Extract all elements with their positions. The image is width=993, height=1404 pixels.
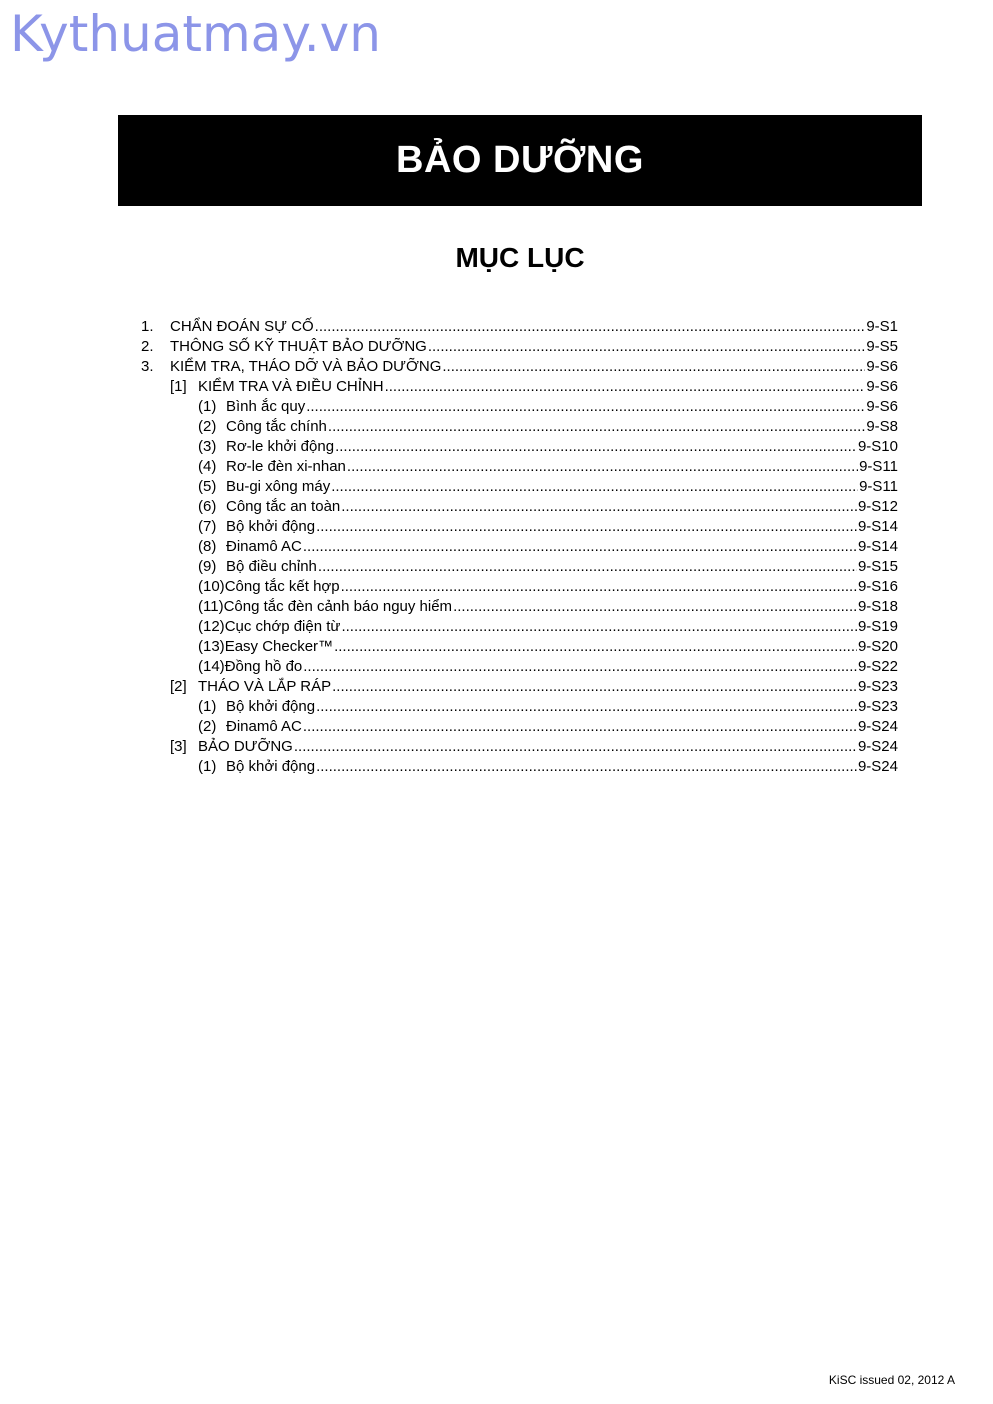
toc-entry-page: 9-S5 (866, 338, 898, 355)
toc-entry[interactable] (141, 417, 898, 437)
toc-entry-title: Công tắc chính (226, 418, 327, 435)
toc-entry[interactable] (141, 397, 898, 417)
toc-dot-leader (334, 637, 857, 657)
toc-entry-number: (1) (198, 698, 217, 715)
toc-entry-title: Đinamô AC (226, 718, 302, 735)
toc-entry-number: (11) (198, 598, 224, 615)
toc-entry[interactable] (141, 617, 898, 637)
toc-entry-title: Cục chớp điện từ (224, 618, 341, 635)
toc-entry-title: THÁO VÀ LẮP RÁP (198, 678, 332, 695)
toc-dot-leader (318, 557, 857, 577)
toc-entry-page: 9-S18 (857, 598, 898, 615)
footer-issue-note: KiSC issued 02, 2012 A (828, 1373, 955, 1387)
toc-dot-leader (294, 737, 857, 757)
toc-entry-number: (2) (198, 718, 217, 735)
toc-entry-number: (1) (198, 758, 217, 775)
toc-entry-page: 9-S6 (866, 378, 898, 395)
toc-entry-page: 9-S19 (857, 618, 898, 635)
toc-dot-leader (306, 397, 865, 417)
toc-entry-number: (12) (198, 618, 225, 635)
toc-entry-title: Công tắc đèn cảnh báo nguy hiểm (223, 598, 453, 615)
toc-entry-page: 9-S24 (857, 718, 898, 735)
toc-dot-leader (316, 697, 857, 717)
toc-entry-title: Đinamô AC (226, 538, 302, 555)
toc-entry-page: 9-S8 (866, 418, 898, 435)
toc-entry-title: Đồng hồ đo (224, 658, 303, 675)
toc-dot-leader (385, 377, 866, 397)
toc-dot-leader (347, 457, 858, 477)
toc-entry[interactable] (141, 657, 898, 677)
toc-entry-number: (7) (198, 518, 217, 535)
toc-entry-title: Bu-gi xông máy (226, 478, 331, 495)
toc-entry[interactable] (141, 677, 898, 697)
toc-entry-number: (6) (198, 498, 217, 515)
toc-entry-page: 9-S16 (857, 578, 898, 595)
toc-entry-page: 9-S24 (857, 738, 898, 755)
watermark-logo-text: Kythuatmay.vn (10, 5, 381, 63)
toc-dot-leader (341, 577, 857, 597)
toc-dot-leader (341, 617, 857, 637)
toc-entry-number: (5) (198, 478, 217, 495)
toc-entry-page: 9-S23 (857, 678, 898, 695)
toc-entry[interactable] (141, 437, 898, 457)
toc-entry-number: (9) (198, 558, 217, 575)
toc-entry-page: 9-S1 (866, 318, 898, 335)
toc-entry-title: Công tắc an toàn (226, 498, 341, 515)
title-banner (118, 115, 922, 206)
toc-entry-title: Công tắc kết hợp (224, 578, 340, 595)
toc-entry-page: 9-S20 (857, 638, 898, 655)
toc-entry-page: 9-S6 (866, 358, 898, 375)
toc-dot-leader (341, 497, 857, 517)
toc-entry[interactable] (141, 557, 898, 577)
toc-entry-title: Bộ điều chỉnh (226, 558, 317, 575)
toc-entry-page: 9-S15 (857, 558, 898, 575)
toc-entry[interactable] (141, 337, 898, 357)
toc-dot-leader (316, 517, 857, 537)
toc-entry-number: [3] (170, 738, 187, 755)
toc-entry[interactable] (141, 737, 898, 757)
toc-entry-title: KIỂM TRA, THÁO DỠ VÀ BẢO DƯỠNG (170, 358, 442, 375)
toc-entry[interactable] (141, 357, 898, 377)
toc-entry-number: (8) (198, 538, 217, 555)
toc-entry-number: (1) (198, 398, 217, 415)
toc-entry-title: THÔNG SỐ KỸ THUẬT BẢO DƯỠNG (170, 338, 427, 355)
toc-entry-title: Easy Checker™ (224, 638, 334, 655)
toc-entry-page: 9-S23 (857, 698, 898, 715)
toc-dot-leader (331, 477, 858, 497)
toc-dot-leader (453, 597, 857, 617)
toc-entry-title: Bộ khởi động (226, 518, 316, 535)
toc-entry-page: 9-S22 (857, 658, 898, 675)
toc-entry[interactable] (141, 377, 898, 397)
toc-entry-page: 9-S11 (859, 458, 898, 475)
toc-dot-leader (316, 757, 857, 777)
toc-entry-title: Rơ-le khởi động (226, 438, 335, 455)
toc-entry-title: CHẨN ĐOÁN SỰ CỐ (170, 318, 314, 335)
toc-entry-page: 9-S24 (857, 758, 898, 775)
toc-dot-leader (442, 357, 865, 377)
toc-entry-title: KIỂM TRA VÀ ĐIỀU CHỈNH (198, 378, 384, 395)
toc-entry[interactable] (141, 597, 898, 617)
toc-entry-title: BẢO DƯỠNG (198, 738, 293, 755)
toc-entry-number: (10) (198, 578, 225, 595)
toc-entry-number: 1. (141, 318, 154, 335)
toc-entry-page: 9-S12 (857, 498, 898, 515)
toc-entry[interactable] (141, 577, 898, 597)
toc-dot-leader (303, 537, 857, 557)
toc-entry-page: 9-S14 (857, 518, 898, 535)
toc-entry[interactable] (141, 477, 898, 497)
toc-dot-leader (335, 437, 857, 457)
toc-entry-number: (4) (198, 458, 217, 475)
toc-dot-leader (428, 337, 865, 357)
toc-entry-number: [1] (170, 378, 187, 395)
toc-entry[interactable] (141, 497, 898, 517)
toc-entry-number: 3. (141, 358, 154, 375)
toc-entry[interactable] (141, 637, 898, 657)
toc-entry-number: (14) (198, 658, 225, 675)
toc-dot-leader (332, 677, 857, 697)
toc-dot-leader (303, 717, 857, 737)
toc-entry[interactable] (141, 317, 898, 337)
toc-entry-number: [2] (170, 678, 187, 695)
toc-entry[interactable] (141, 517, 898, 537)
toc-dot-leader (328, 417, 865, 437)
toc-entry-title: Bộ khởi động (226, 698, 316, 715)
toc-entry-page: 9-S14 (857, 538, 898, 555)
toc-entry[interactable] (141, 457, 898, 477)
toc-dot-leader (303, 657, 857, 677)
toc-entry-page: 9-S6 (866, 398, 898, 415)
toc-entry-number: (2) (198, 418, 217, 435)
toc-heading: MỤC LỤC (455, 242, 585, 273)
toc-entry-number: (3) (198, 438, 217, 455)
toc-dot-leader (315, 317, 866, 337)
toc-entry-title: Bộ khởi động (226, 758, 316, 775)
toc-entry[interactable] (141, 537, 898, 557)
page-title: BẢO DƯỠNG (396, 139, 644, 181)
toc-entry-title: Bình ắc quy (226, 398, 306, 415)
toc-entry-number: 2. (141, 338, 154, 355)
toc-entry-number: (13) (198, 638, 225, 655)
toc-entry[interactable] (141, 717, 898, 737)
toc-entry-title: Rơ-le đèn xi-nhan (226, 458, 346, 475)
toc-entry-page: 9-S10 (857, 438, 898, 455)
table-of-contents (141, 317, 898, 777)
toc-entry[interactable] (141, 757, 898, 777)
toc-entry[interactable] (141, 697, 898, 717)
toc-entry-page: 9-S11 (859, 478, 898, 495)
